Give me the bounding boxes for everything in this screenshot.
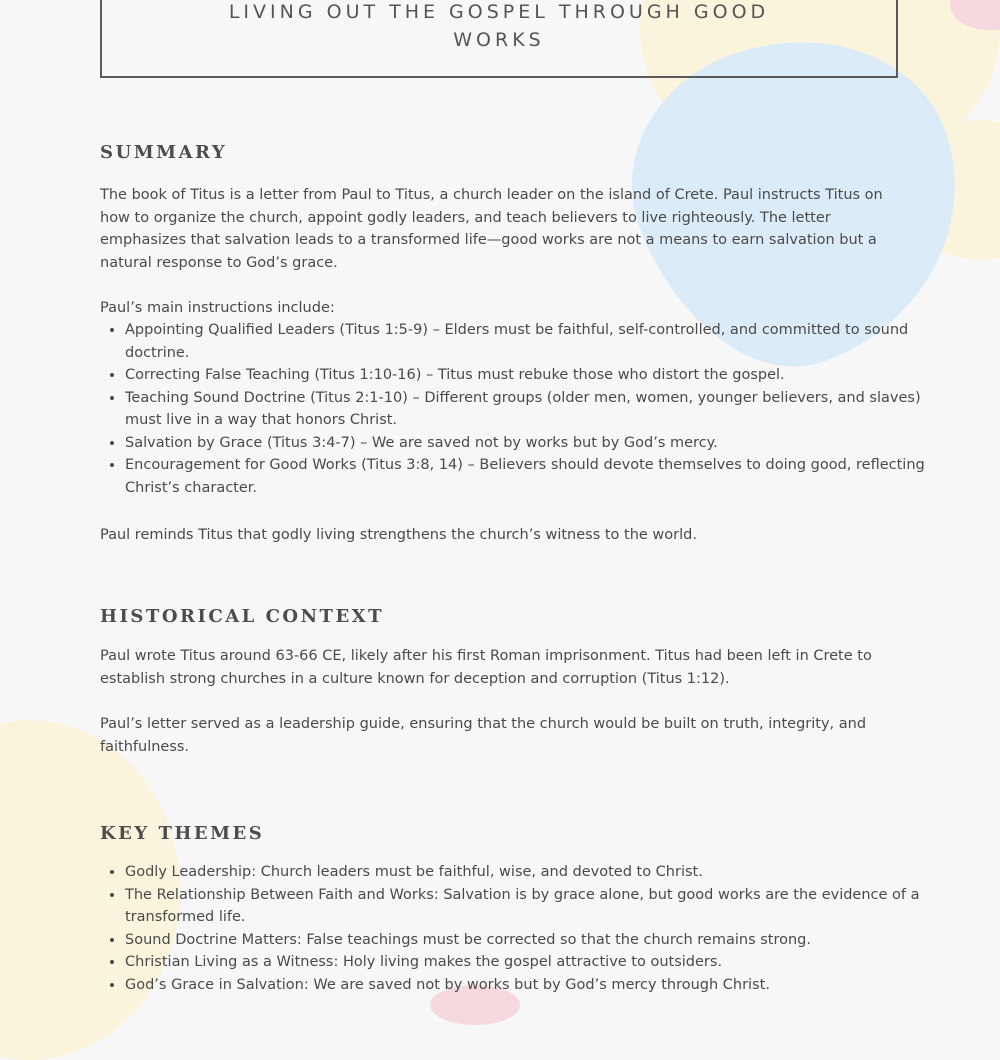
title-box <box>100 0 898 78</box>
list-item: • Appointing Qualified Leaders (Titus 1:5-9) – Elders must be faithful, self-controlled, and committed to sound doctrine. <box>125 319 925 364</box>
list-item: • Sound Doctrine Matters: False teachings must be corrected so that the church remains strong. <box>125 929 925 952</box>
page-title: LIVING OUT THE GOSPEL THROUGH GOOD WORKS <box>228 1 770 51</box>
summary-closing: Paul reminds Titus that godly living strengthens the church’s witness to the world. <box>100 527 697 543</box>
list-item: • Encouragement for Good Works (Titus 3:8, 14) – Believers should devote themselves to doing good, reflecting Christ’s character. <box>125 454 925 499</box>
summary-heading: SUMMARY <box>100 142 228 163</box>
summary-intro: The book of Titus is a letter from Paul to Titus, a church leader on the island of Crete. Paul instructs Titus on how to organize the church, appoint godly leaders, and teach believers to live righteously. The letter emphasizes that salvation leads to a transformed life—good works are not a means to earn salvation but a natural response to God’s grace. <box>100 187 883 271</box>
list-item: • Christian Living as a Witness: Holy living makes the gospel attractive to outsiders. <box>125 951 925 974</box>
list-item: • The Relationship Between Faith and Works: Salvation is by grace alone, but good works are the evidence of a transformed life. <box>125 884 925 929</box>
list-item: • Salvation by Grace (Titus 3:4-7) – We are saved not by works but by God’s mercy. <box>125 432 925 455</box>
list-item: • God’s Grace in Salvation: We are saved not by works but by God’s mercy through Christ. <box>125 974 925 997</box>
list-item: • Teaching Sound Doctrine (Titus 2:1-10) – Different groups (older men, women, younger believers, and slaves) must live in a way that honors Christ. <box>125 387 925 432</box>
summary-list <box>100 319 925 499</box>
historical-para-2: Paul’s letter served as a leadership guide, ensuring that the church would be built on truth, integrity, and faithfulness. <box>100 716 867 755</box>
historical-para-1: Paul wrote Titus around 63-66 CE, likely after his first Roman imprisonment. Titus had been left in Crete to establish strong churches in a culture known for deception and corruption (Titus 1:12). <box>100 648 872 687</box>
summary-lead-in: Paul’s main instructions include: <box>100 300 335 316</box>
themes-list <box>100 861 925 996</box>
themes-heading: KEY THEMES <box>100 823 265 844</box>
list-item: • Godly Leadership: Church leaders must be faithful, wise, and devoted to Christ. <box>125 861 925 884</box>
list-item: • Correcting False Teaching (Titus 1:10-16) – Titus must rebuke those who distort the gospel. <box>125 364 925 387</box>
historical-heading: HISTORICAL CONTEXT <box>100 606 385 627</box>
